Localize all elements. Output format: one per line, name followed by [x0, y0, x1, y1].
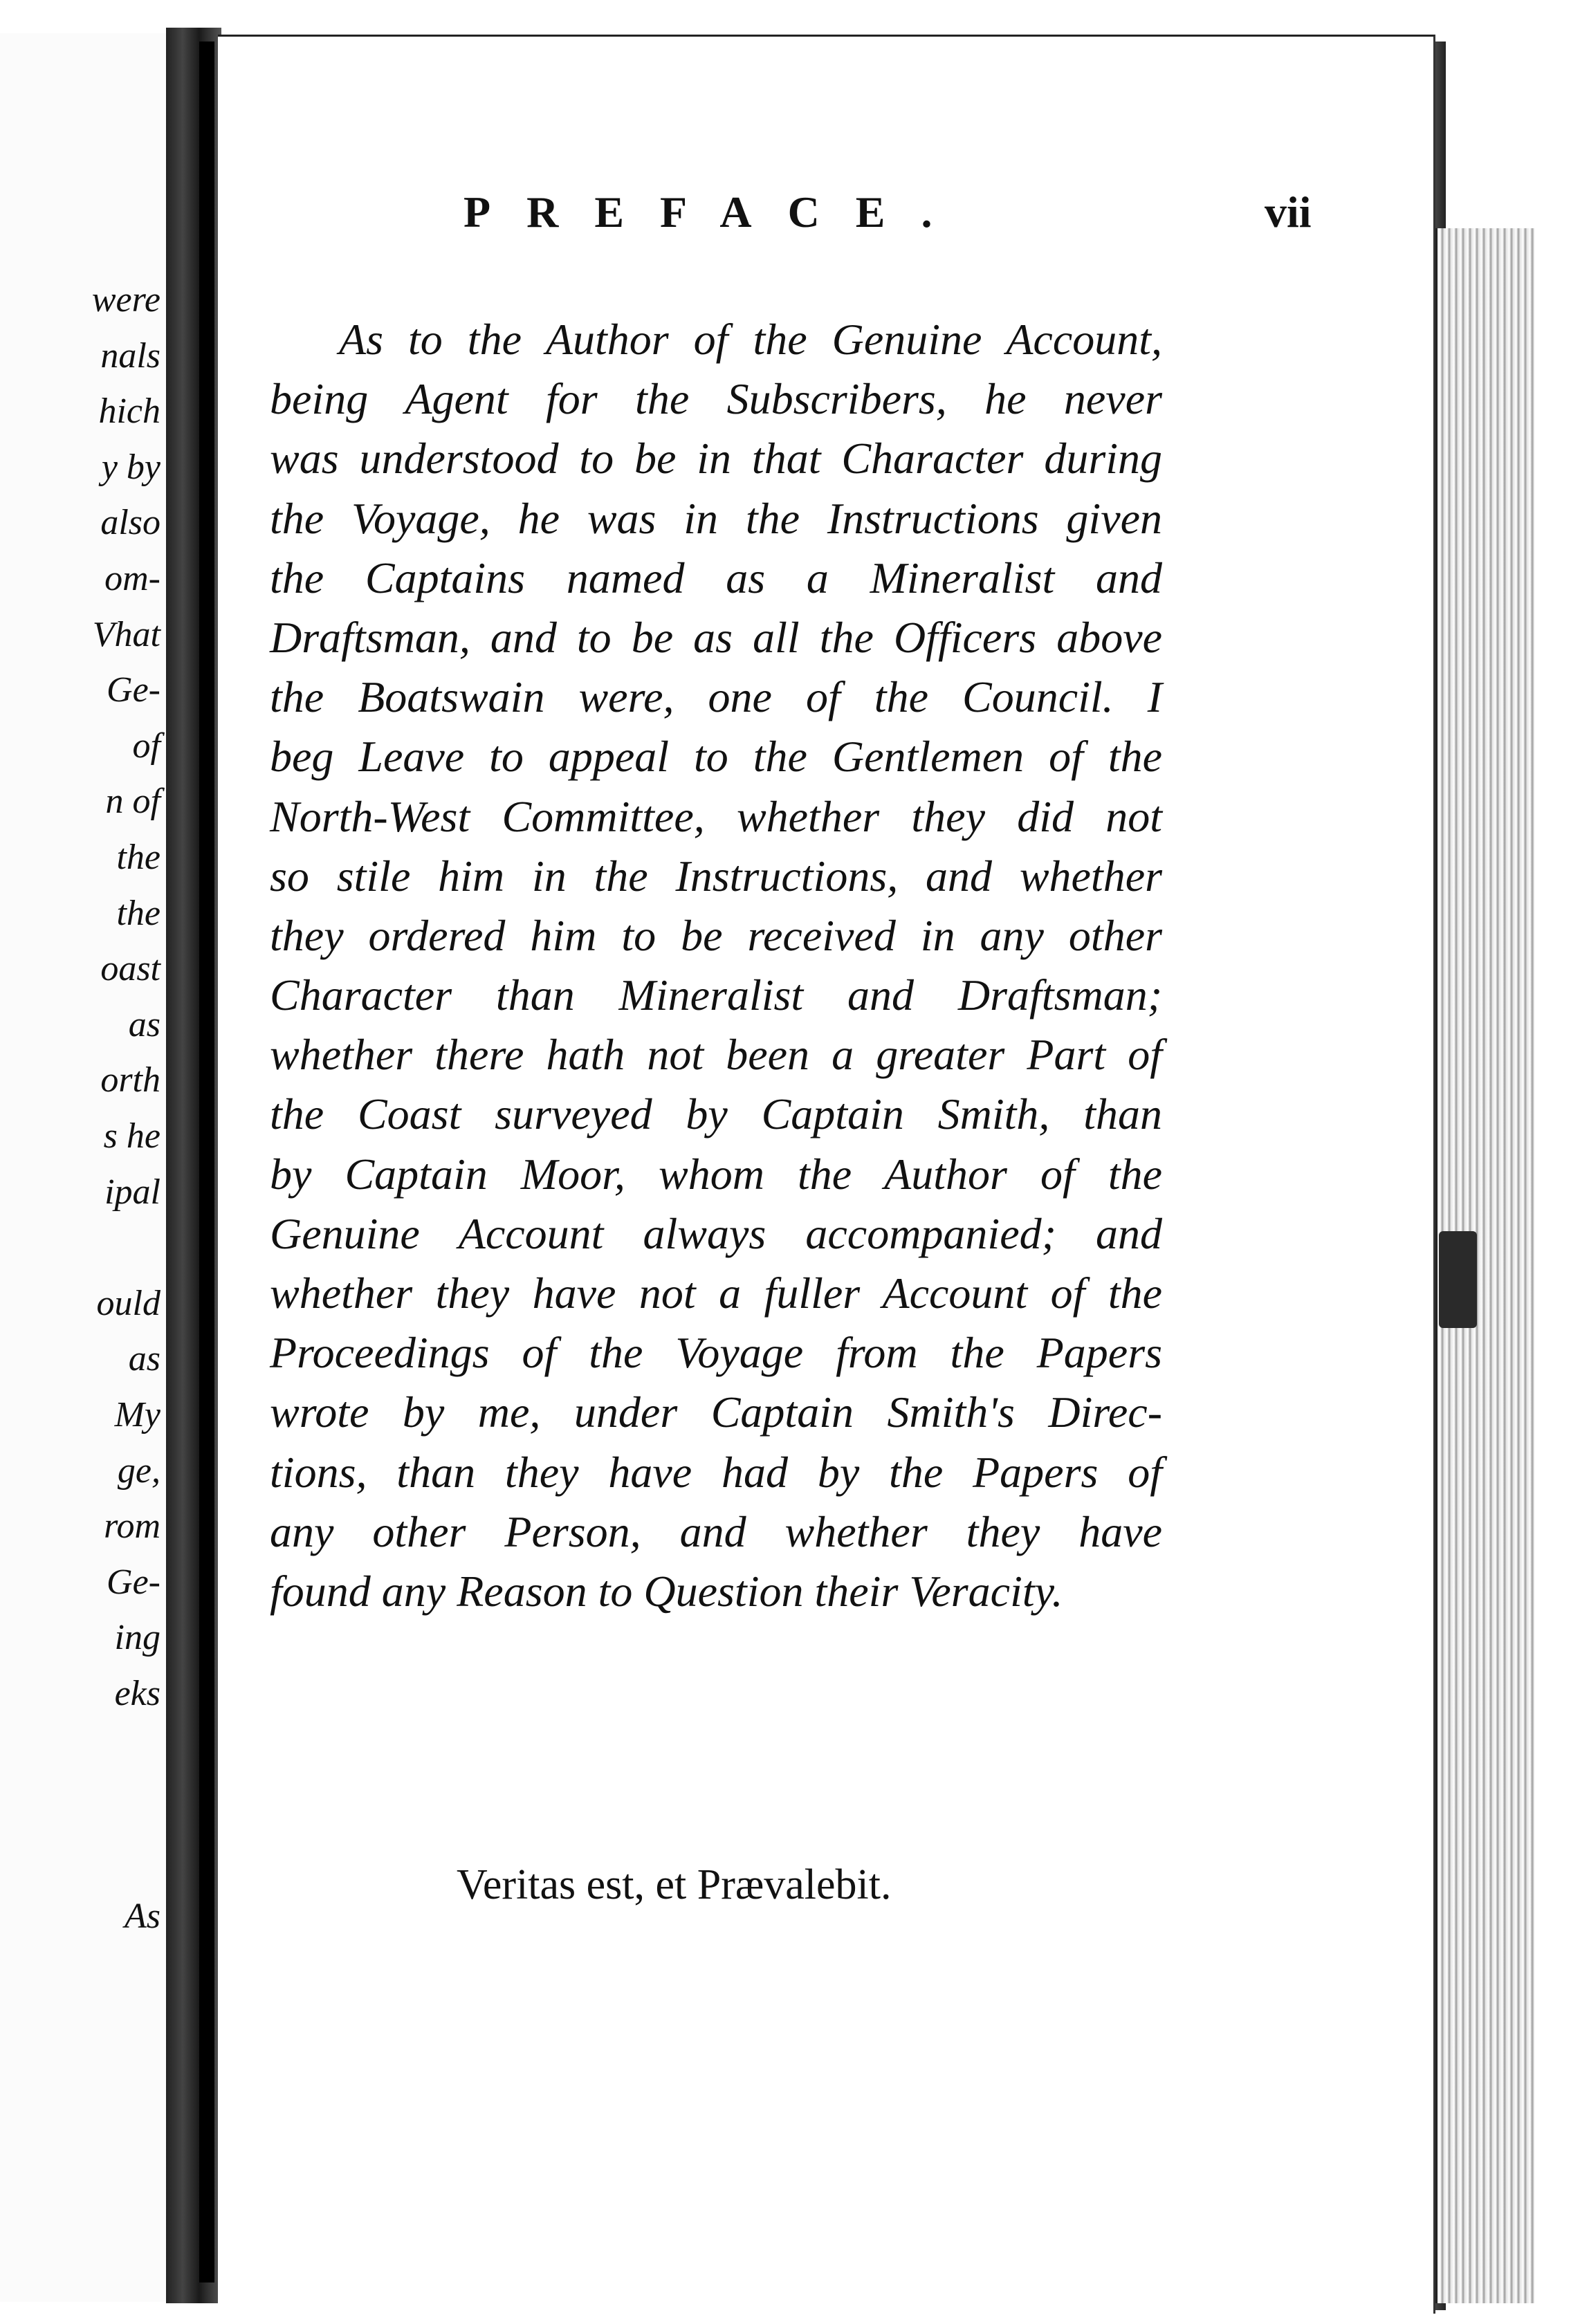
left-page-line: the — [116, 838, 160, 877]
page-edge-notch — [1439, 1231, 1477, 1328]
left-page-line: om- — [104, 559, 160, 598]
left-page-line: of — [132, 726, 160, 766]
body-line: Character than Mineralist and Draftsman; — [270, 970, 1162, 1020]
body-line: whether there hath not been a greater Part of — [270, 1030, 1162, 1080]
body-line: tions, than they have had by the Papers of — [270, 1447, 1162, 1497]
preface-paragraph — [270, 310, 1162, 1621]
left-page-line: as — [128, 1004, 160, 1044]
body-line: Draftsman, and to be as all the Officers above — [270, 612, 1162, 662]
left-page-line: y by — [101, 447, 160, 487]
body-line: beg Leave to appeal to the Gentlemen of the — [270, 732, 1162, 782]
left-page-line: hich — [98, 391, 160, 432]
running-head-title: PREFACE. — [463, 187, 968, 237]
left-page-line: also — [100, 503, 160, 543]
body-line: so stile him in the Instructions, and whether — [270, 851, 1162, 901]
left-page-line: eks — [114, 1674, 160, 1713]
page-number: vii — [1265, 187, 1312, 237]
body-line: the Boatswain were, one of the Council. I — [270, 672, 1162, 722]
body-line: North-West Committee, whether they did not — [270, 791, 1162, 841]
body-line: being Agent for the Subscribers, he never — [270, 374, 1162, 424]
body-line: the Coast surveyed by Captain Smith, than — [270, 1089, 1162, 1139]
left-page-line: As — [125, 1897, 160, 1937]
left-page-line: s he — [103, 1116, 160, 1156]
left-page-line: Ge- — [107, 1562, 160, 1602]
body-line: the Captains named as a Mineralist and — [270, 553, 1162, 602]
body-line: wrote by me, under Captain Smith's Direc- — [270, 1387, 1162, 1437]
body-line: by Captain Moor, whom the Author of the — [270, 1149, 1162, 1199]
body-line: was understood to be in that Character during — [270, 434, 1162, 483]
body-line: As to the Author of the Genuine Account, — [339, 315, 1162, 364]
body-line: they ordered him to be received in any other — [270, 910, 1162, 960]
body-line: whether they have not a fuller Account of the — [270, 1269, 1162, 1318]
closing-motto: Veritas est, et Prævalebit. — [457, 1861, 892, 1908]
body-line: any other Person, and whether they have — [270, 1506, 1162, 1556]
left-page-line: Vhat — [92, 614, 160, 654]
body-line: Genuine Account always accompanied; and — [270, 1208, 1162, 1258]
body-line: the Voyage, he was in the Instructions given — [270, 493, 1162, 543]
left-page-line: nals — [100, 335, 160, 376]
left-page-line: Ge- — [107, 670, 160, 710]
left-page-line: the — [116, 893, 160, 933]
left-page-line: ipal — [104, 1172, 160, 1212]
previous-page-fragment — [0, 33, 167, 2302]
left-page-line: ing — [114, 1618, 160, 1658]
body-line: found any Reason to Question their Veracity. — [270, 1566, 1063, 1616]
body-line: Proceedings of the Voyage from the Papers — [270, 1328, 1162, 1378]
gutter-shadow — [199, 42, 214, 2282]
left-page-line: oast — [100, 949, 160, 989]
left-page-line: My — [114, 1395, 160, 1435]
left-page-line: n of — [105, 782, 160, 822]
left-page-line: rom — [104, 1506, 160, 1547]
left-page-line: ould — [96, 1283, 160, 1323]
left-page-line: ge, — [117, 1450, 160, 1491]
left-page-line: as — [128, 1339, 160, 1379]
left-page-line: orth — [100, 1060, 160, 1100]
left-page-line: were — [91, 280, 160, 320]
